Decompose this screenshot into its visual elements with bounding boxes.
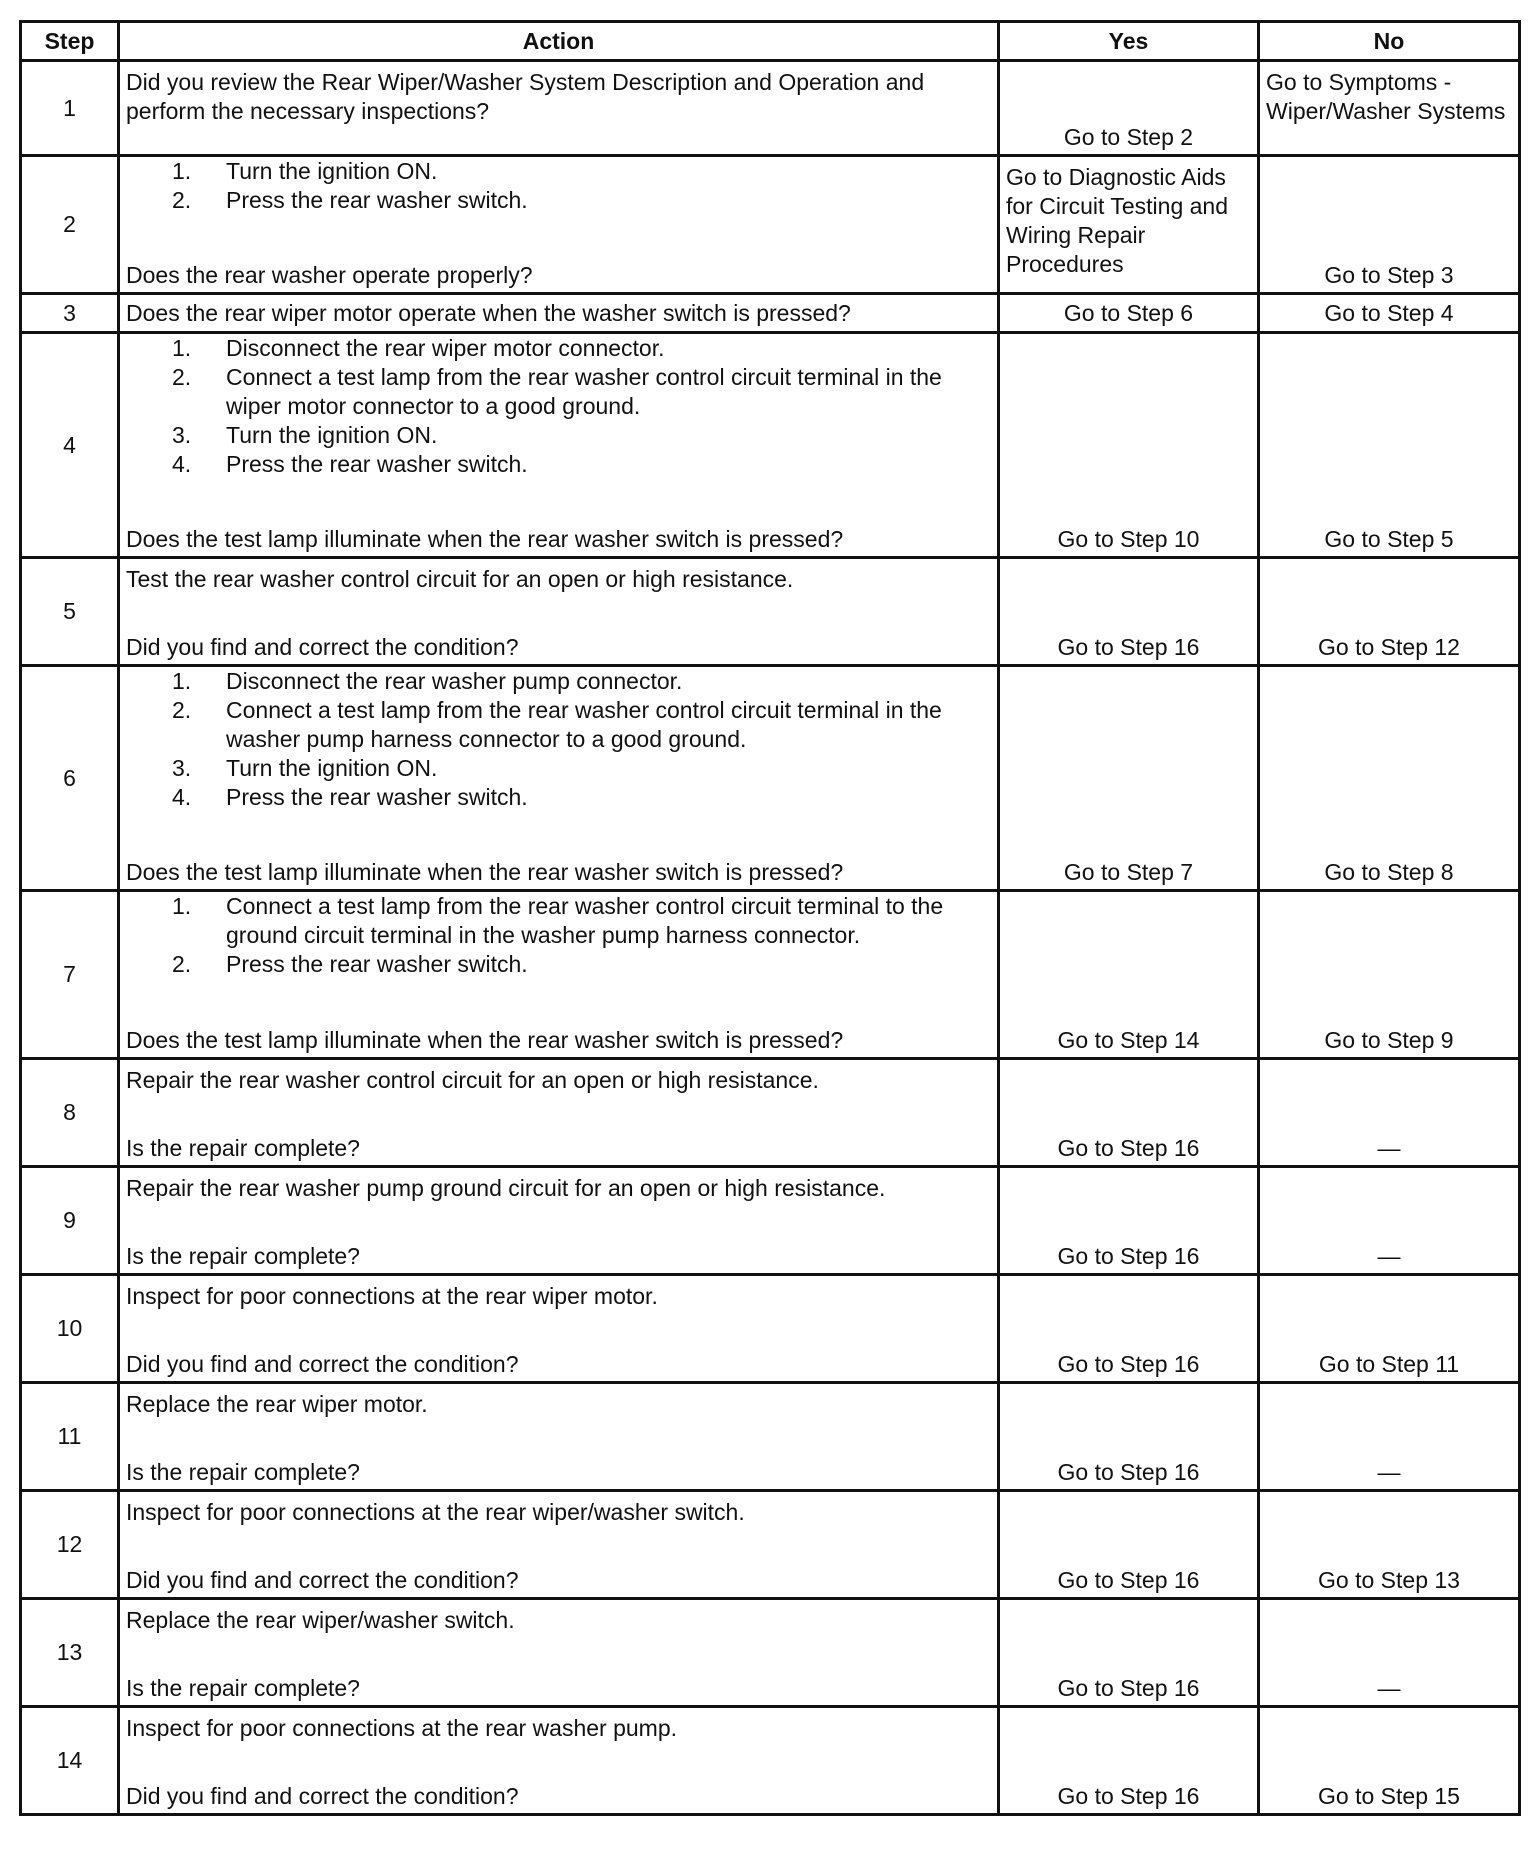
substep: 2. Press the rear washer switch. bbox=[172, 187, 528, 213]
action-text: Inspect for poor connections at the rear washer pump. bbox=[126, 1715, 678, 1741]
question-text: Does the test lamp illuminate when the rear washer switch is pressed? bbox=[126, 859, 844, 885]
step-number: 10 bbox=[21, 1275, 119, 1383]
no-result: Go to Step 15 bbox=[1318, 1783, 1460, 1809]
yes-result: Go to Step 16 bbox=[1057, 1459, 1200, 1485]
no-cell bbox=[1259, 61, 1520, 156]
table-row bbox=[21, 1383, 1520, 1491]
table-row bbox=[21, 1059, 1520, 1167]
yes-result: Go to Step 10 bbox=[1057, 526, 1200, 552]
step-number: 9 bbox=[21, 1167, 119, 1275]
substep: 4. Press the rear washer switch. bbox=[172, 784, 528, 810]
yes-result: Go to Step 16 bbox=[1057, 634, 1200, 660]
yes-result: Go to Step 16 bbox=[1057, 1351, 1200, 1377]
no-result: Go to Step 9 bbox=[1324, 1027, 1454, 1053]
no-cell bbox=[1259, 333, 1520, 558]
action-text: Replace the rear wiper/washer switch. bbox=[126, 1607, 515, 1633]
yes-result: Go to Step 14 bbox=[1057, 1027, 1200, 1053]
header-row bbox=[21, 22, 1520, 61]
no-cell bbox=[1259, 666, 1520, 891]
yes-cell bbox=[999, 156, 1259, 294]
substep-list bbox=[126, 667, 991, 812]
yes-cell bbox=[999, 1599, 1259, 1707]
step-number: 4 bbox=[21, 333, 119, 558]
action-cell bbox=[119, 1599, 999, 1707]
no-result: — bbox=[1377, 1459, 1401, 1485]
substep: 2. Press the rear washer switch. bbox=[172, 951, 528, 977]
table-row bbox=[21, 1491, 1520, 1599]
yes-result: Go to Step 16 bbox=[1057, 1675, 1200, 1701]
table-row bbox=[21, 1707, 1520, 1815]
header-action: Action bbox=[119, 22, 999, 61]
table-row bbox=[21, 294, 1520, 333]
substep: 2. Connect a test lamp from the rear washer control circuit terminal in the wiper motor connector to a good ground. bbox=[172, 364, 942, 419]
step-number: 7 bbox=[21, 891, 119, 1059]
step-number: 3 bbox=[21, 294, 119, 333]
step-number: 6 bbox=[21, 666, 119, 891]
no-result: — bbox=[1377, 1243, 1401, 1269]
yes-cell bbox=[999, 61, 1259, 156]
question-text: Is the repair complete? bbox=[126, 1675, 360, 1701]
table-row bbox=[21, 156, 1520, 294]
action-text: Test the rear washer control circuit for an open or high resistance. bbox=[126, 566, 794, 592]
step-number: 12 bbox=[21, 1491, 119, 1599]
no-result: Go to Step 12 bbox=[1318, 634, 1460, 660]
substep: 1. Disconnect the rear wiper motor connector. bbox=[172, 335, 665, 361]
action-cell bbox=[119, 1059, 999, 1167]
no-result: Go to Step 8 bbox=[1324, 859, 1454, 885]
step-number: 8 bbox=[21, 1059, 119, 1167]
action-cell bbox=[119, 61, 999, 156]
action-text: Does the rear wiper motor operate when the washer switch is pressed? bbox=[119, 294, 999, 333]
step-number: 11 bbox=[21, 1383, 119, 1491]
substep: 2. Connect a test lamp from the rear washer control circuit terminal in the washer pump harness connector to a good ground. bbox=[172, 697, 942, 752]
yes-cell bbox=[999, 1491, 1259, 1599]
action-text: Repair the rear washer pump ground circuit for an open or high resistance. bbox=[126, 1175, 886, 1201]
action-text: Did you review the Rear Wiper/Washer System Description and Operation and perform the necessary inspections? bbox=[126, 69, 925, 124]
table-row bbox=[21, 1167, 1520, 1275]
action-cell bbox=[119, 666, 999, 891]
no-cell bbox=[1259, 1707, 1520, 1815]
substep: 1. Disconnect the rear washer pump connector. bbox=[172, 668, 683, 694]
action-text: Inspect for poor connections at the rear wiper/washer switch. bbox=[126, 1499, 745, 1525]
action-text: Replace the rear wiper motor. bbox=[126, 1391, 428, 1417]
question-text: Did you find and correct the condition? bbox=[126, 1567, 519, 1593]
question-text: Is the repair complete? bbox=[126, 1459, 360, 1485]
question-text: Did you find and correct the condition? bbox=[126, 1783, 519, 1809]
yes-cell bbox=[999, 558, 1259, 666]
action-cell bbox=[119, 1383, 999, 1491]
yes-cell bbox=[999, 891, 1259, 1059]
substep-list bbox=[126, 157, 991, 215]
no-result: — bbox=[1377, 1135, 1401, 1161]
table-row bbox=[21, 1599, 1520, 1707]
yes-result: Go to Step 16 bbox=[1057, 1567, 1200, 1593]
yes-result: Go to Step 6 bbox=[999, 294, 1259, 333]
no-cell bbox=[1259, 1599, 1520, 1707]
substep: 1. Connect a test lamp from the rear washer control circuit terminal to the ground circuit terminal in the washer pump harness connector. bbox=[172, 893, 944, 948]
diagnostic-table bbox=[19, 20, 1521, 1816]
step-number: 1 bbox=[21, 61, 119, 156]
yes-result: Go to Step 7 bbox=[1063, 859, 1194, 885]
table-row bbox=[21, 333, 1520, 558]
substep-list bbox=[126, 334, 991, 479]
no-cell bbox=[1259, 558, 1520, 666]
action-cell bbox=[119, 558, 999, 666]
table-row bbox=[21, 666, 1520, 891]
yes-cell bbox=[999, 1167, 1259, 1275]
no-cell bbox=[1259, 891, 1520, 1059]
table-row bbox=[21, 1275, 1520, 1383]
no-cell bbox=[1259, 1491, 1520, 1599]
question-text: Does the test lamp illuminate when the rear washer switch is pressed? bbox=[126, 526, 844, 552]
question-text: Did you find and correct the condition? bbox=[126, 1351, 519, 1377]
table-row bbox=[21, 61, 1520, 156]
table-row bbox=[21, 891, 1520, 1059]
action-cell bbox=[119, 1167, 999, 1275]
question-text: Does the test lamp illuminate when the rear washer switch is pressed? bbox=[126, 1027, 844, 1053]
no-result: Go to Step 11 bbox=[1318, 1351, 1460, 1377]
substep: 3. Turn the ignition ON. bbox=[172, 755, 438, 781]
table-row bbox=[21, 558, 1520, 666]
no-result: Go to Step 13 bbox=[1318, 1567, 1460, 1593]
question-text: Is the repair complete? bbox=[126, 1243, 360, 1269]
header-yes: Yes bbox=[999, 22, 1259, 61]
no-result: Go to Step 4 bbox=[1259, 294, 1520, 333]
yes-result: Go to Step 16 bbox=[1057, 1243, 1200, 1269]
no-cell bbox=[1259, 156, 1520, 294]
no-result: Go to Step 5 bbox=[1324, 526, 1454, 552]
no-cell bbox=[1259, 1275, 1520, 1383]
action-text: Inspect for poor connections at the rear wiper motor. bbox=[126, 1283, 658, 1309]
step-number: 13 bbox=[21, 1599, 119, 1707]
step-number: 2 bbox=[21, 156, 119, 294]
header-no: No bbox=[1259, 22, 1520, 61]
yes-result: Go to Diagnostic Aids for Circuit Testing and Wiring Repair Procedures bbox=[1006, 164, 1229, 277]
no-result: Go to Step 3 bbox=[1324, 262, 1454, 288]
action-cell bbox=[119, 156, 999, 294]
substep: 1. Turn the ignition ON. bbox=[172, 158, 438, 184]
header-step: Step bbox=[21, 22, 119, 61]
yes-cell bbox=[999, 1707, 1259, 1815]
yes-result: Go to Step 16 bbox=[1057, 1783, 1200, 1809]
substep: 3. Turn the ignition ON. bbox=[172, 422, 438, 448]
action-cell bbox=[119, 891, 999, 1059]
action-cell bbox=[119, 333, 999, 558]
no-result: — bbox=[1377, 1675, 1401, 1701]
yes-cell bbox=[999, 1059, 1259, 1167]
yes-cell bbox=[999, 1275, 1259, 1383]
substep: 4. Press the rear washer switch. bbox=[172, 451, 528, 477]
no-result: Go to Symptoms - Wiper/Washer Systems bbox=[1266, 69, 1506, 124]
no-cell bbox=[1259, 1383, 1520, 1491]
yes-result: Go to Step 16 bbox=[1057, 1135, 1200, 1161]
no-cell bbox=[1259, 1167, 1520, 1275]
substep-list bbox=[126, 892, 991, 979]
yes-cell bbox=[999, 1383, 1259, 1491]
question-text: Is the repair complete? bbox=[126, 1135, 360, 1161]
step-number: 14 bbox=[21, 1707, 119, 1815]
question-text: Did you find and correct the condition? bbox=[126, 634, 519, 660]
yes-cell bbox=[999, 333, 1259, 558]
action-cell bbox=[119, 1707, 999, 1815]
question-text: Does the rear washer operate properly? bbox=[126, 262, 533, 288]
action-cell bbox=[119, 1491, 999, 1599]
yes-result: Go to Step 2 bbox=[1063, 124, 1194, 150]
yes-cell bbox=[999, 666, 1259, 891]
step-number: 5 bbox=[21, 558, 119, 666]
action-text: Repair the rear washer control circuit for an open or high resistance. bbox=[126, 1067, 819, 1093]
no-cell bbox=[1259, 1059, 1520, 1167]
action-cell bbox=[119, 1275, 999, 1383]
